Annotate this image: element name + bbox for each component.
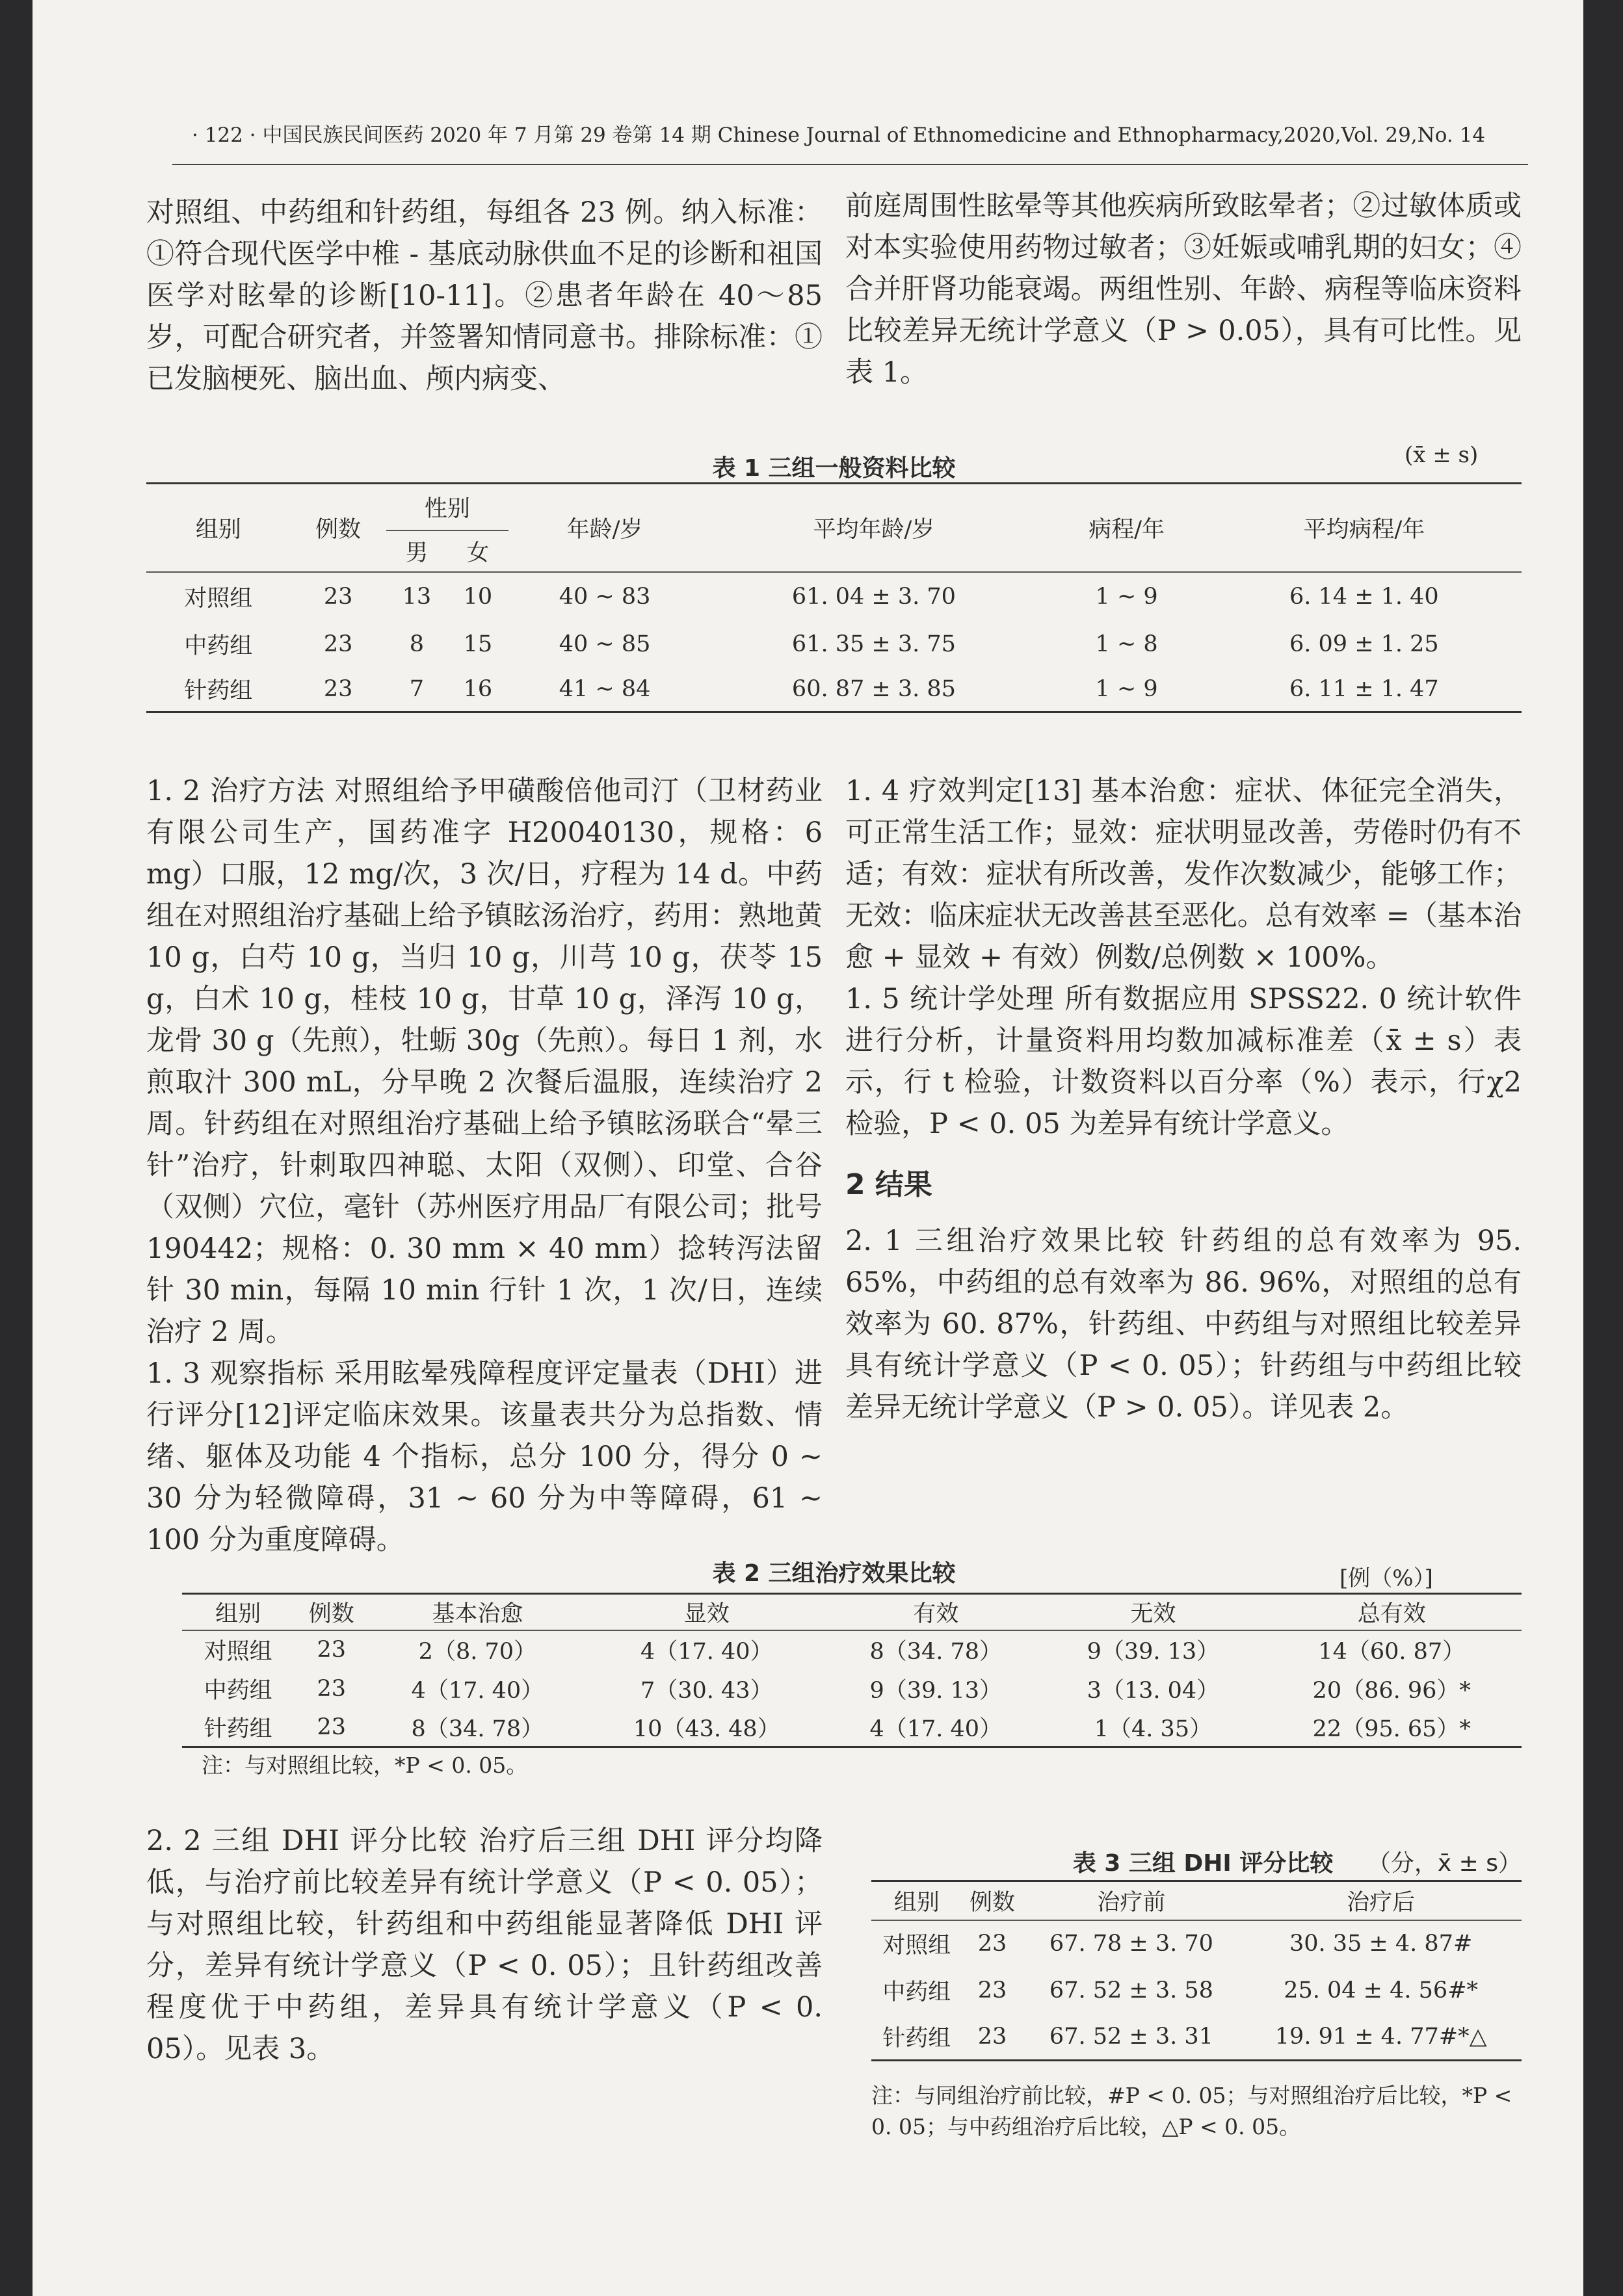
table3 — [871, 1880, 1522, 2061]
right-paragraph-exclusion: 前庭周围性眩晕等其他疾病所致眩晕者；②过敏体质或对本实验使用药物过敏者；③妊娠或哺乳期的妇女；④合并肝肾功能衰竭。两组性别、年龄、病程等临床资料比较差异无统计学意义（P > 0.05），具有可比性。见表 1。 — [845, 190, 1522, 389]
table2-header: 无效 — [1130, 1600, 1176, 1627]
left-column-middle — [146, 770, 823, 1561]
table-cell: 22（95. 65）* — [1312, 1715, 1471, 1742]
table-cell: 67. 52 ± 3. 58 — [1049, 1977, 1213, 2003]
table-row — [146, 667, 1522, 712]
section-2-2-dhi: 2. 2 三组 DHI 评分比较 治疗后三组 DHI 评分均降低，与治疗前比较差异有统计学意义（P < 0. 05）；与对照组比较，针药组和中药组能显著降低 DHI 评分，差异有统计学意义（P < 0. 05）；且针药组改善程度优于中药组，差异具有统计学意义（P < 0. 05）。见表 3。 — [146, 1825, 823, 2065]
section-2-1-results: 2. 1 三组治疗效果比较 针药组的总有效率为 95. 65%，中药组的总有效率为 86. 96%，对照组的总有效率为 60. 87%，针药组、中药组与对照组比较差异具有统计学意义（P < 0. 05）；针药组与中药组比较差异无统计学意义（P > 0. 05）。详见表 2。 — [845, 1225, 1522, 1424]
table-cell: 1（4. 35） — [1094, 1715, 1213, 1742]
table-cell: 67. 52 ± 3. 31 — [1049, 2023, 1213, 2050]
table-cell: 14（60. 87） — [1318, 1639, 1466, 1665]
right-column-middle — [845, 770, 1522, 1428]
table3-header: 治疗后 — [1347, 1889, 1416, 1916]
table-cell: 7（30. 43） — [640, 1677, 773, 1704]
table-cell: 对照组 — [184, 586, 253, 612]
section-1-2-treatment: 1. 2 治疗方法 对照组给予甲磺酸倍他司汀（卫材药业有限公司生产，国药准字 H20040130，规格：6 mg）口服，12 mg/次，3 次/日，疗程为 14 d。中药组在对照组治疗基础上给予镇眩汤治疗，药用：熟地黄 10 g，白芍 10 g，当归 10 g，川芎 10 g，茯苓 15 g，白术 10 g，桂枝 10 g，甘草 10 g，泽泻 10 g，龙骨 30 g（先煎），牡蛎 30g（先煎）。每日 1 剂，水煎取汁 300 mL，分早晚 2 次餐后温服，连续治疗 2 周。针药组在对照组治疗基础上给予镇眩汤联合“晕三针”治疗，针刺取四神聪、太阳（双侧）、印堂、合谷（双侧）穴位，毫针（苏州医疗用品厂有限公司；批号 190442；规格：0. 30 mm × 40 mm）捻转泻法留针 30 min，每隔 10 min 行针 1 次，1 次/日，连续治疗 2 周。 — [146, 775, 823, 1348]
left-column-bottom — [146, 1820, 823, 2070]
table-row — [146, 572, 1522, 621]
table-cell: 6. 09 ± 1. 25 — [1289, 631, 1439, 657]
section-1-5-statistics: 1. 5 统计学处理 所有数据应用 SPSS22. 0 统计软件进行分析，计量资料用均数加减标准差（x̄ ± s）表示，行 t 检验，计数资料以百分率（%）表示，行χ2 检验，P < 0. 05 为差异有统计学意义。 — [845, 983, 1522, 1140]
table1-header: 平均年龄/岁 — [701, 484, 1046, 572]
table-cell: 6. 14 ± 1. 40 — [1289, 584, 1439, 610]
table-cell: 对照组 — [204, 1639, 272, 1665]
table-cell: 对照组 — [882, 1933, 951, 1959]
table-cell: 9（39. 13） — [869, 1677, 1003, 1704]
table3-header: 治疗前 — [1097, 1889, 1166, 1916]
table-cell: 40 ~ 83 — [559, 584, 651, 610]
table-cell: 1 ~ 9 — [1095, 584, 1158, 610]
table-cell: 针药组 — [882, 2025, 951, 2052]
table-cell: 40 ~ 85 — [559, 631, 651, 657]
table-cell: 67. 78 ± 3. 70 — [1049, 1931, 1213, 1957]
table-cell: 1 ~ 9 — [1095, 675, 1158, 702]
table1-header: 性别 — [386, 484, 508, 530]
table2-header: 例数 — [308, 1600, 354, 1627]
table-cell: 中药组 — [882, 1979, 951, 2005]
table-row — [182, 1708, 1522, 1747]
table3-header: 组别 — [893, 1889, 940, 1916]
table-cell: 23 — [323, 631, 353, 657]
table3-header: 例数 — [970, 1889, 1016, 1916]
table-cell: 4（17. 40） — [869, 1715, 1003, 1742]
table-cell: 23 — [977, 1977, 1007, 2003]
table-cell: 4（17. 40） — [640, 1639, 773, 1665]
table3-title: 表 3 三组 DHI 评分比较 — [1072, 1850, 1334, 1877]
table1-header: 男 — [405, 540, 429, 566]
table-cell: 23 — [977, 2023, 1007, 2050]
table1 — [146, 482, 1522, 713]
table-cell: 4（17. 40） — [411, 1677, 544, 1704]
running-header: · 122 · 中国民族民间医药 2020 年 7 月第 29 卷第 14 期 Chinese Journal of Ethnomedicine and Ethnopharmacy,2020,Vol. 29,No. 14 — [192, 124, 1486, 147]
left-column-top — [146, 192, 823, 400]
table-cell: 中药组 — [204, 1677, 272, 1704]
table-cell: 针药组 — [184, 677, 253, 704]
table-cell: 8（34. 78） — [411, 1715, 544, 1742]
table-cell: 8 — [409, 631, 425, 657]
table-cell: 25. 04 ± 4. 56#* — [1284, 1977, 1479, 2003]
table-cell: 6. 11 ± 1. 47 — [1289, 675, 1439, 702]
table3-note: 注：与同组治疗前比较，#P < 0. 05；与对照组治疗后比较，*P < 0. 05；与中药组治疗后比较，△P < 0. 05。 — [871, 2083, 1512, 2139]
table-row — [182, 1669, 1522, 1708]
table1-header: 年龄/岁 — [508, 484, 702, 572]
table-cell: 23 — [317, 1637, 347, 1663]
table-cell: 8（34. 78） — [869, 1639, 1003, 1665]
table2-title: 表 2 三组治疗效果比较 — [712, 1560, 956, 1587]
table-cell: 41 ~ 84 — [559, 675, 651, 702]
table1-header: 例数 — [290, 484, 386, 572]
table-row — [871, 2014, 1522, 2061]
left-paragraph-inclusion: 对照组、中药组和针药组，每组各 23 例。纳入标准：①符合现代医学中椎 - 基底动脉供血不足的诊断和祖国医学对眩晕的诊断[10-11]。②患者年龄在 40～85 岁，可配合研究者，并签署知情同意书。排除标准：①已发脑梗死、脑出血、颅内病变、 — [146, 196, 823, 395]
table2 — [182, 1593, 1522, 1748]
table3-unit: （分，x̄ ± s） — [1367, 1850, 1522, 1877]
table1-header: 平均病程/年 — [1207, 484, 1522, 572]
table-cell: 2（8. 70） — [418, 1639, 536, 1665]
table-cell: 61. 35 ± 3. 75 — [791, 631, 956, 657]
table2-header: 显效 — [683, 1600, 730, 1627]
table-cell: 13 — [402, 584, 432, 610]
table-row — [871, 1967, 1522, 2014]
right-column-top — [845, 185, 1522, 393]
table1-unit: (x̄ ± s) — [1405, 442, 1479, 468]
table-cell: 23 — [317, 1675, 347, 1702]
table1-header: 病程/年 — [1047, 484, 1207, 572]
table-cell: 20（86. 96）* — [1312, 1677, 1471, 1704]
section-2-heading: 2 结果 — [845, 1168, 932, 1201]
table-cell: 7 — [409, 675, 425, 702]
table3-title-wrap — [871, 1845, 1522, 1878]
section-1-4-criteria: 1. 4 疗效判定[13] 基本治愈：症状、体征完全消失，可正常生活工作；显效：症状明显改善，劳倦时仍有不适；有效：症状有所改善，发作次数减少，能够工作；无效：临床症状无改善甚至恶化。总有效率 =（基本治愈 + 显效 + 有效）例数/总例数 × 100%。 — [845, 775, 1522, 974]
table-cell: 19. 91 ± 4. 77#*△ — [1274, 2023, 1487, 2050]
table-cell: 中药组 — [184, 633, 253, 659]
table-cell: 针药组 — [204, 1715, 272, 1742]
table-cell: 1 ~ 8 — [1095, 631, 1158, 657]
table-cell: 16 — [463, 675, 493, 702]
section-1-3-indicators: 1. 3 观察指标 采用眩晕残障程度评定量表（DHI）进行评分[12]评定临床效果。该量表共分为总指数、情绪、躯体及功能 4 个指标，总分 100 分，得分 0 ~ 30 分为轻微障碍，31 ~ 60 分为中等障碍，61 ~ 100 分为重度障碍。 — [146, 1357, 823, 1556]
table-cell: 23 — [323, 675, 353, 702]
table-cell: 9（39. 13） — [1087, 1639, 1220, 1665]
table-cell: 15 — [463, 631, 493, 657]
table-cell: 10 — [463, 584, 493, 610]
table2-header: 基本治愈 — [432, 1600, 523, 1627]
journal-page — [33, 0, 1583, 2296]
table2-note: 注：与对照组比较，*P < 0. 05。 — [202, 1753, 528, 1778]
table-row — [871, 1920, 1522, 1967]
table2-header: 有效 — [913, 1600, 959, 1627]
table-cell: 10（43. 48） — [633, 1715, 780, 1742]
table1-title: 表 1 三组一般资料比较 — [712, 455, 956, 482]
table-cell: 30. 35 ± 4. 87# — [1289, 1931, 1473, 1957]
table-cell: 23 — [323, 584, 353, 610]
table-cell: 23 — [317, 1714, 347, 1740]
table-cell: 61. 04 ± 3. 70 — [791, 584, 956, 610]
table-cell: 60. 87 ± 3. 85 — [791, 675, 956, 702]
table2-header: 组别 — [215, 1600, 261, 1627]
table2-unit: [例（%）] — [1339, 1565, 1433, 1591]
table1-header: 组别 — [146, 484, 290, 572]
table-cell: 23 — [977, 1931, 1007, 1957]
table-row — [182, 1630, 1522, 1669]
table-row — [146, 621, 1522, 667]
table1-header: 女 — [466, 540, 490, 566]
table2-header: 总有效 — [1357, 1600, 1426, 1627]
table-cell: 3（13. 04） — [1087, 1677, 1220, 1704]
header-rule — [172, 164, 1528, 165]
